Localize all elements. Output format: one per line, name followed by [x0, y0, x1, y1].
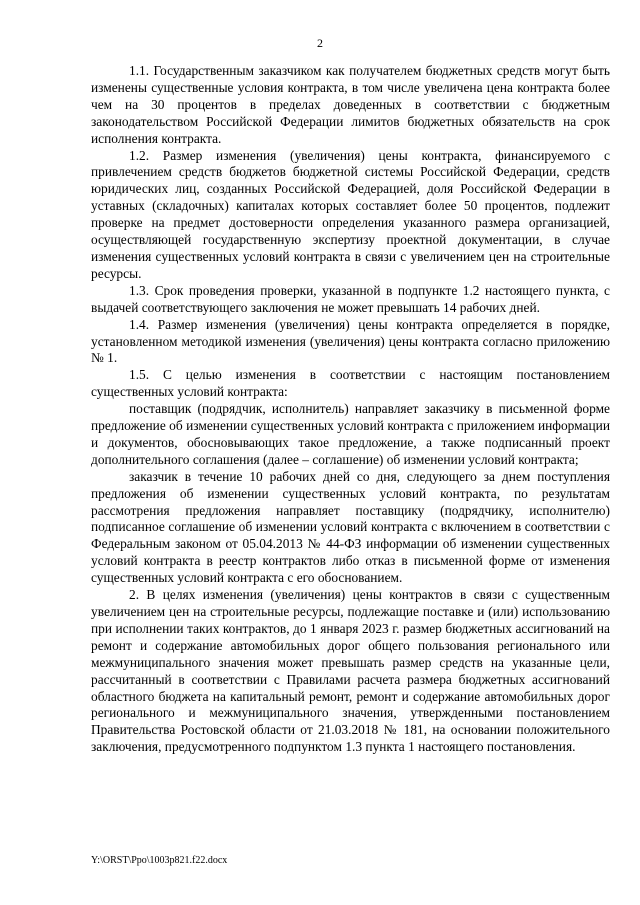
paragraph-1-5-supplier: поставщик (подрядчик, исполнитель) направляет заказчику в письменной форме предложение об изменении существенных условий контракта с приложением информации и документов, обосновывающих такое предложение, а также подписанный проект дополнительного соглашения (далее – соглашение) об изменении условий контракта;: [91, 401, 610, 467]
paragraph-1-1: 1.1. Государственным заказчиком как получателем бюджетных средств могут быть изменены существенные условия контракта, в том числе увеличена цена контракта более чем на 30 процентов в пределах доведенных в соответствии с бюджетным законодательством Российской Федерации лимитов бюджетных обязательств на срок исполнения контракта.: [91, 63, 610, 146]
footer-file-path: Y:\ORST\Ppo\1003p821.f22.docx: [91, 855, 228, 866]
document-body: [91, 63, 610, 756]
paragraph-2: 2. В целях изменения (увеличения) цены контрактов в связи с существенным увеличением цен на строительные ресурсы, подлежащие поставке и (или) использованию при исполнении таких контрактов, до 1 января 2023 г. размер бюджетных ассигнований на ремонт и содержание автомобильных дорог общего пользования регионального или межмуниципального значения может превышать размер средств на указанные цели, рассчитанный в соответствии с Правилами расчета размера бюджетных ассигнований областного бюджета на капитальный ремонт, ремонт и содержание автомобильных дорог регионального и межмуниципального значения, утвержденными постановлением Правительства Ростовской области от 21.03.2018 № 181, на основании положительного заключения, предусмотренного подпунктом 1.3 пункта 1 настоящего постановления.: [91, 587, 610, 755]
paragraph-1-2: 1.2. Размер изменения (увеличения) цены контракта, финансируемого с привлечением средств бюджетов бюджетной системы Российской Федерации, средств юридических лиц, созданных Российской Федерацией, доля Российской Федерации в уставных (складочных) капиталах которых составляет более 50 процентов, подлежит проверке на предмет достоверности определения указанного размера организацией, осуществляющей государственную экспертизу проектной документации, в случае изменения существенных условий контракта в связи с увеличением цен на строительные ресурсы.: [91, 147, 610, 281]
paragraph-1-4: 1.4. Размер изменения (увеличения) цены контракта определяется в порядке, установленном методикой изменения (увеличения) цены контракта согласно приложению № 1.: [91, 316, 610, 366]
paragraph-1-5: 1.5. С целью изменения в соответствии с настоящим постановлением существенных условий контракта:: [91, 367, 610, 400]
page-number: 2: [317, 36, 323, 50]
paragraph-1-3: 1.3. Срок проведения проверки, указанной в подпункте 1.2 настоящего пункта, с выдачей соответствующего заключения не может превышать 14 рабочих дней.: [91, 282, 610, 315]
paragraph-1-5-customer: заказчик в течение 10 рабочих дней со дня, следующего за днем поступления предложения об изменении существенных условий контракта, по результатам рассмотрения предложения направляет поставщику (подрядчику, исполнителю) подписанное соглашение об изменении условий контракта с включением в соответствии с Федеральным законом от 05.04.2013 № 44-ФЗ информации об изменении существенных условий контракта в реестр контрактов либо отказ в письменной форме от изменения существенных условий контракта с его обоснованием.: [91, 468, 610, 586]
